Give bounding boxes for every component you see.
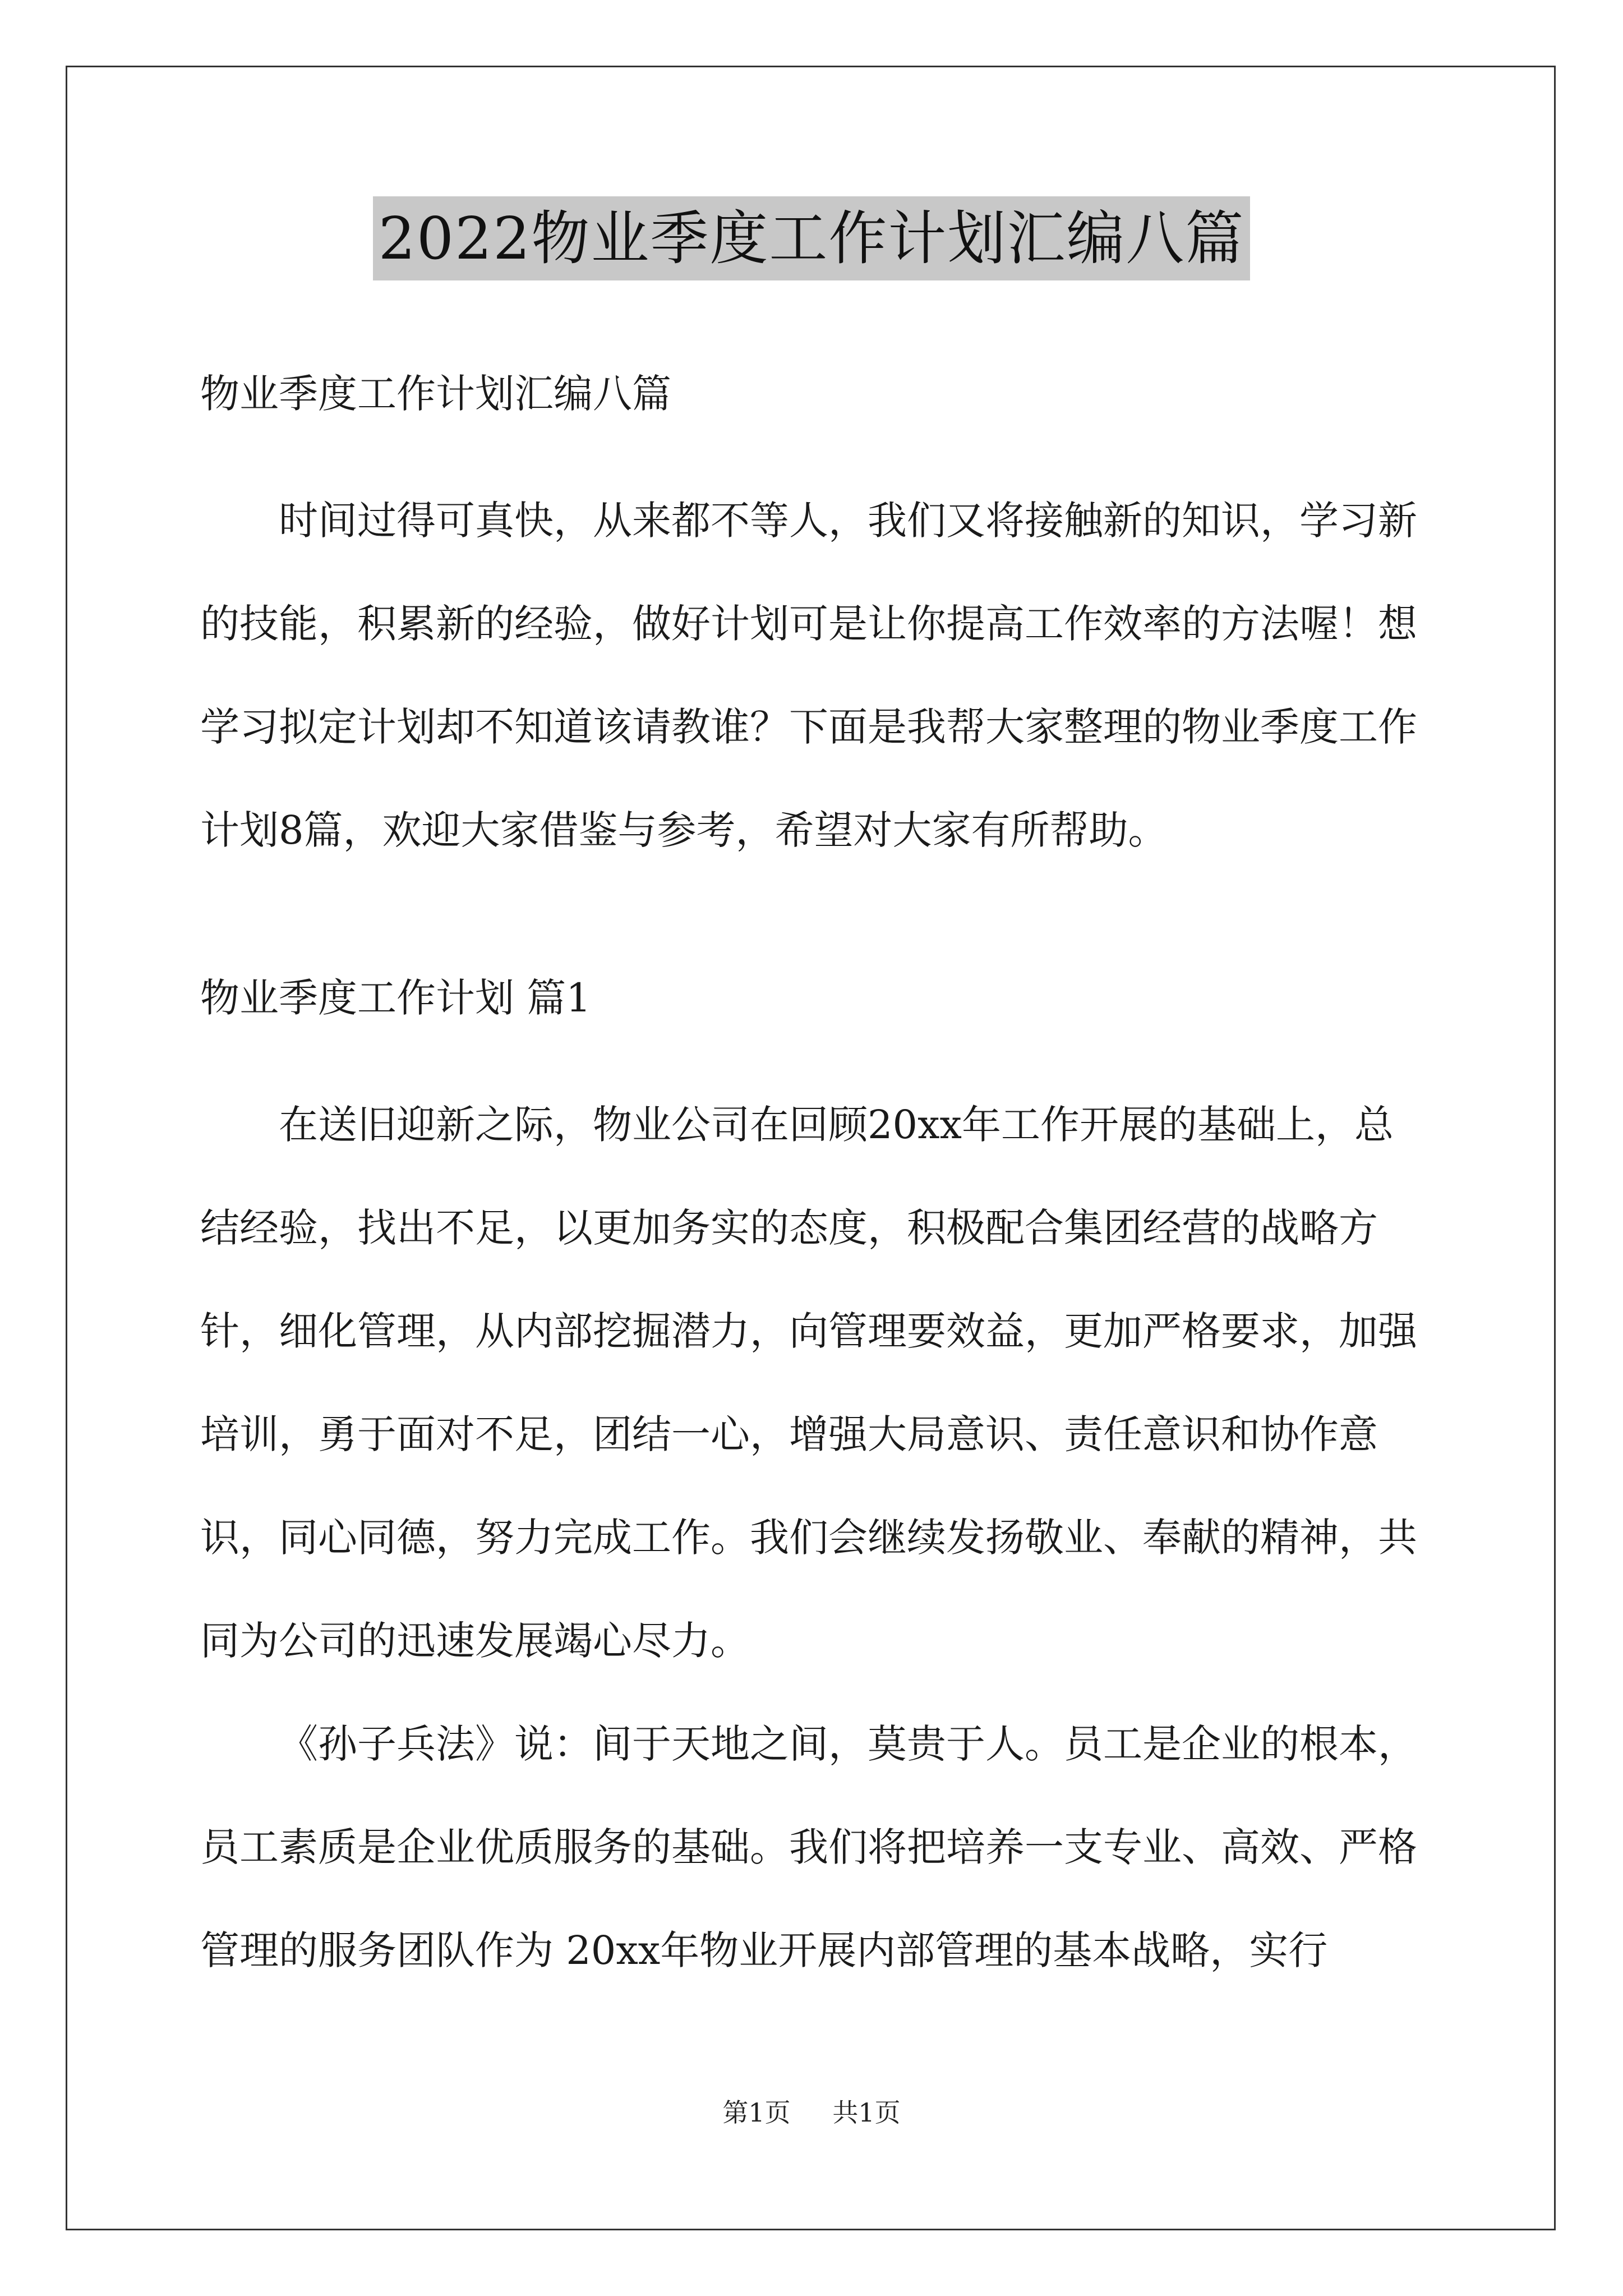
body-paragraph: 在送旧迎新之际，物业公司在回顾20xx年工作开展的基础上，总结经验，找出不足，以更加务实的态度，积极配合集团经营的战略方针，细化管理，从内部挖掘潜力，向管理要效益，更加严格要求，加强培训，勇于面对不足，团结一心，增强大局意识、责任意识和协作意识，同心同德，努力完成工作。我们会继续发扬敬业、奉献的精神，共同为公司的迅速发展竭心尽力。	[200, 1102, 1417, 1664]
page-total: 共1页	[832, 2097, 901, 2128]
spacer	[200, 1050, 1430, 1073]
spacer	[200, 882, 1430, 946]
title-container	[0, 196, 1623, 280]
document-subtitle: 物业季度工作计划汇编八篇	[200, 371, 671, 417]
intro-paragraph: 时间过得可真快，从来都不等人，我们又将接触新的知识，学习新的技能，积累新的经验，做好计划可是让你提高工作效率的方法喔！想学习拟定计划却不知道该请教谁？下面是我帮大家整理的物业季度工作计划8篇，欢迎大家借鉴与参考，希望对大家有所帮助。	[200, 498, 1417, 853]
body-paragraph: 《孙子兵法》说：间于天地之间，莫贵于人。员工是企业的根本，员工素质是企业优质服务的基础。我们将把培养一支专业、高效、严格管理的服务团队作为 20xx年物业开展内部管理的基本战略，实行	[200, 1721, 1417, 1973]
page-footer	[0, 2092, 1623, 2129]
document-body	[200, 342, 1430, 2002]
spacer	[200, 445, 1430, 469]
section-heading: 物业季度工作计划 篇1	[200, 975, 591, 1021]
document-title: 2022物业季度工作计划汇编八篇	[373, 196, 1251, 280]
page-number: 第1页	[722, 2097, 791, 2128]
